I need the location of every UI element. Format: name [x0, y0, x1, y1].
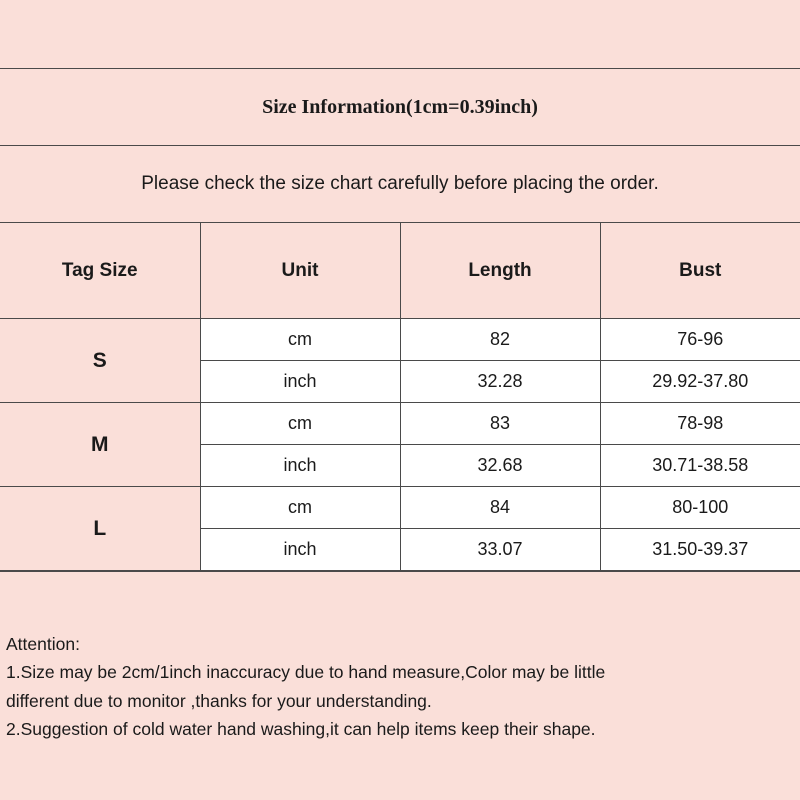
column-header-bust: Bust	[600, 223, 800, 319]
length-cell: 84	[400, 487, 600, 529]
size-chart-container	[0, 68, 800, 572]
tag-size-m: M	[0, 403, 200, 487]
unit-cell: cm	[200, 319, 400, 361]
table-row	[0, 403, 800, 445]
attention-line-2: different due to monitor ,thanks for your understanding.	[6, 690, 432, 711]
table-title-row	[0, 69, 800, 146]
unit-cell: inch	[200, 361, 400, 403]
bust-cell: 29.92-37.80	[600, 361, 800, 403]
column-header-length: Length	[400, 223, 600, 319]
unit-cell: cm	[200, 403, 400, 445]
unit-cell: inch	[200, 529, 400, 571]
tag-size-s: S	[0, 319, 200, 403]
bust-cell: 30.71-38.58	[600, 445, 800, 487]
table-row	[0, 319, 800, 361]
column-header-unit: Unit	[200, 223, 400, 319]
attention-section	[0, 620, 800, 746]
length-cell: 83	[400, 403, 600, 445]
attention-line-3: 2.Suggestion of cold water hand washing,it can help items keep their shape.	[6, 719, 596, 740]
table-subtitle-row	[0, 146, 800, 223]
bust-cell: 31.50-39.37	[600, 529, 800, 571]
attention-line-1: 1.Size may be 2cm/1inch inaccuracy due to hand measure,Color may be little	[6, 662, 606, 683]
length-cell: 32.28	[400, 361, 600, 403]
chart-subtitle: Please check the size chart carefully before placing the order.	[0, 146, 800, 223]
table-row	[0, 487, 800, 529]
length-cell: 33.07	[400, 529, 600, 571]
attention-heading: Attention:	[6, 634, 80, 654]
size-information-table	[0, 69, 800, 571]
bust-cell: 80-100	[600, 487, 800, 529]
bust-cell: 78-98	[600, 403, 800, 445]
unit-cell: inch	[200, 445, 400, 487]
length-cell: 82	[400, 319, 600, 361]
column-header-tag-size: Tag Size	[0, 223, 200, 319]
tag-size-l: L	[0, 487, 200, 571]
chart-title: Size Information(1cm=0.39inch)	[0, 69, 800, 146]
bust-cell: 76-96	[600, 319, 800, 361]
length-cell: 32.68	[400, 445, 600, 487]
table-header-row	[0, 223, 800, 319]
unit-cell: cm	[200, 487, 400, 529]
